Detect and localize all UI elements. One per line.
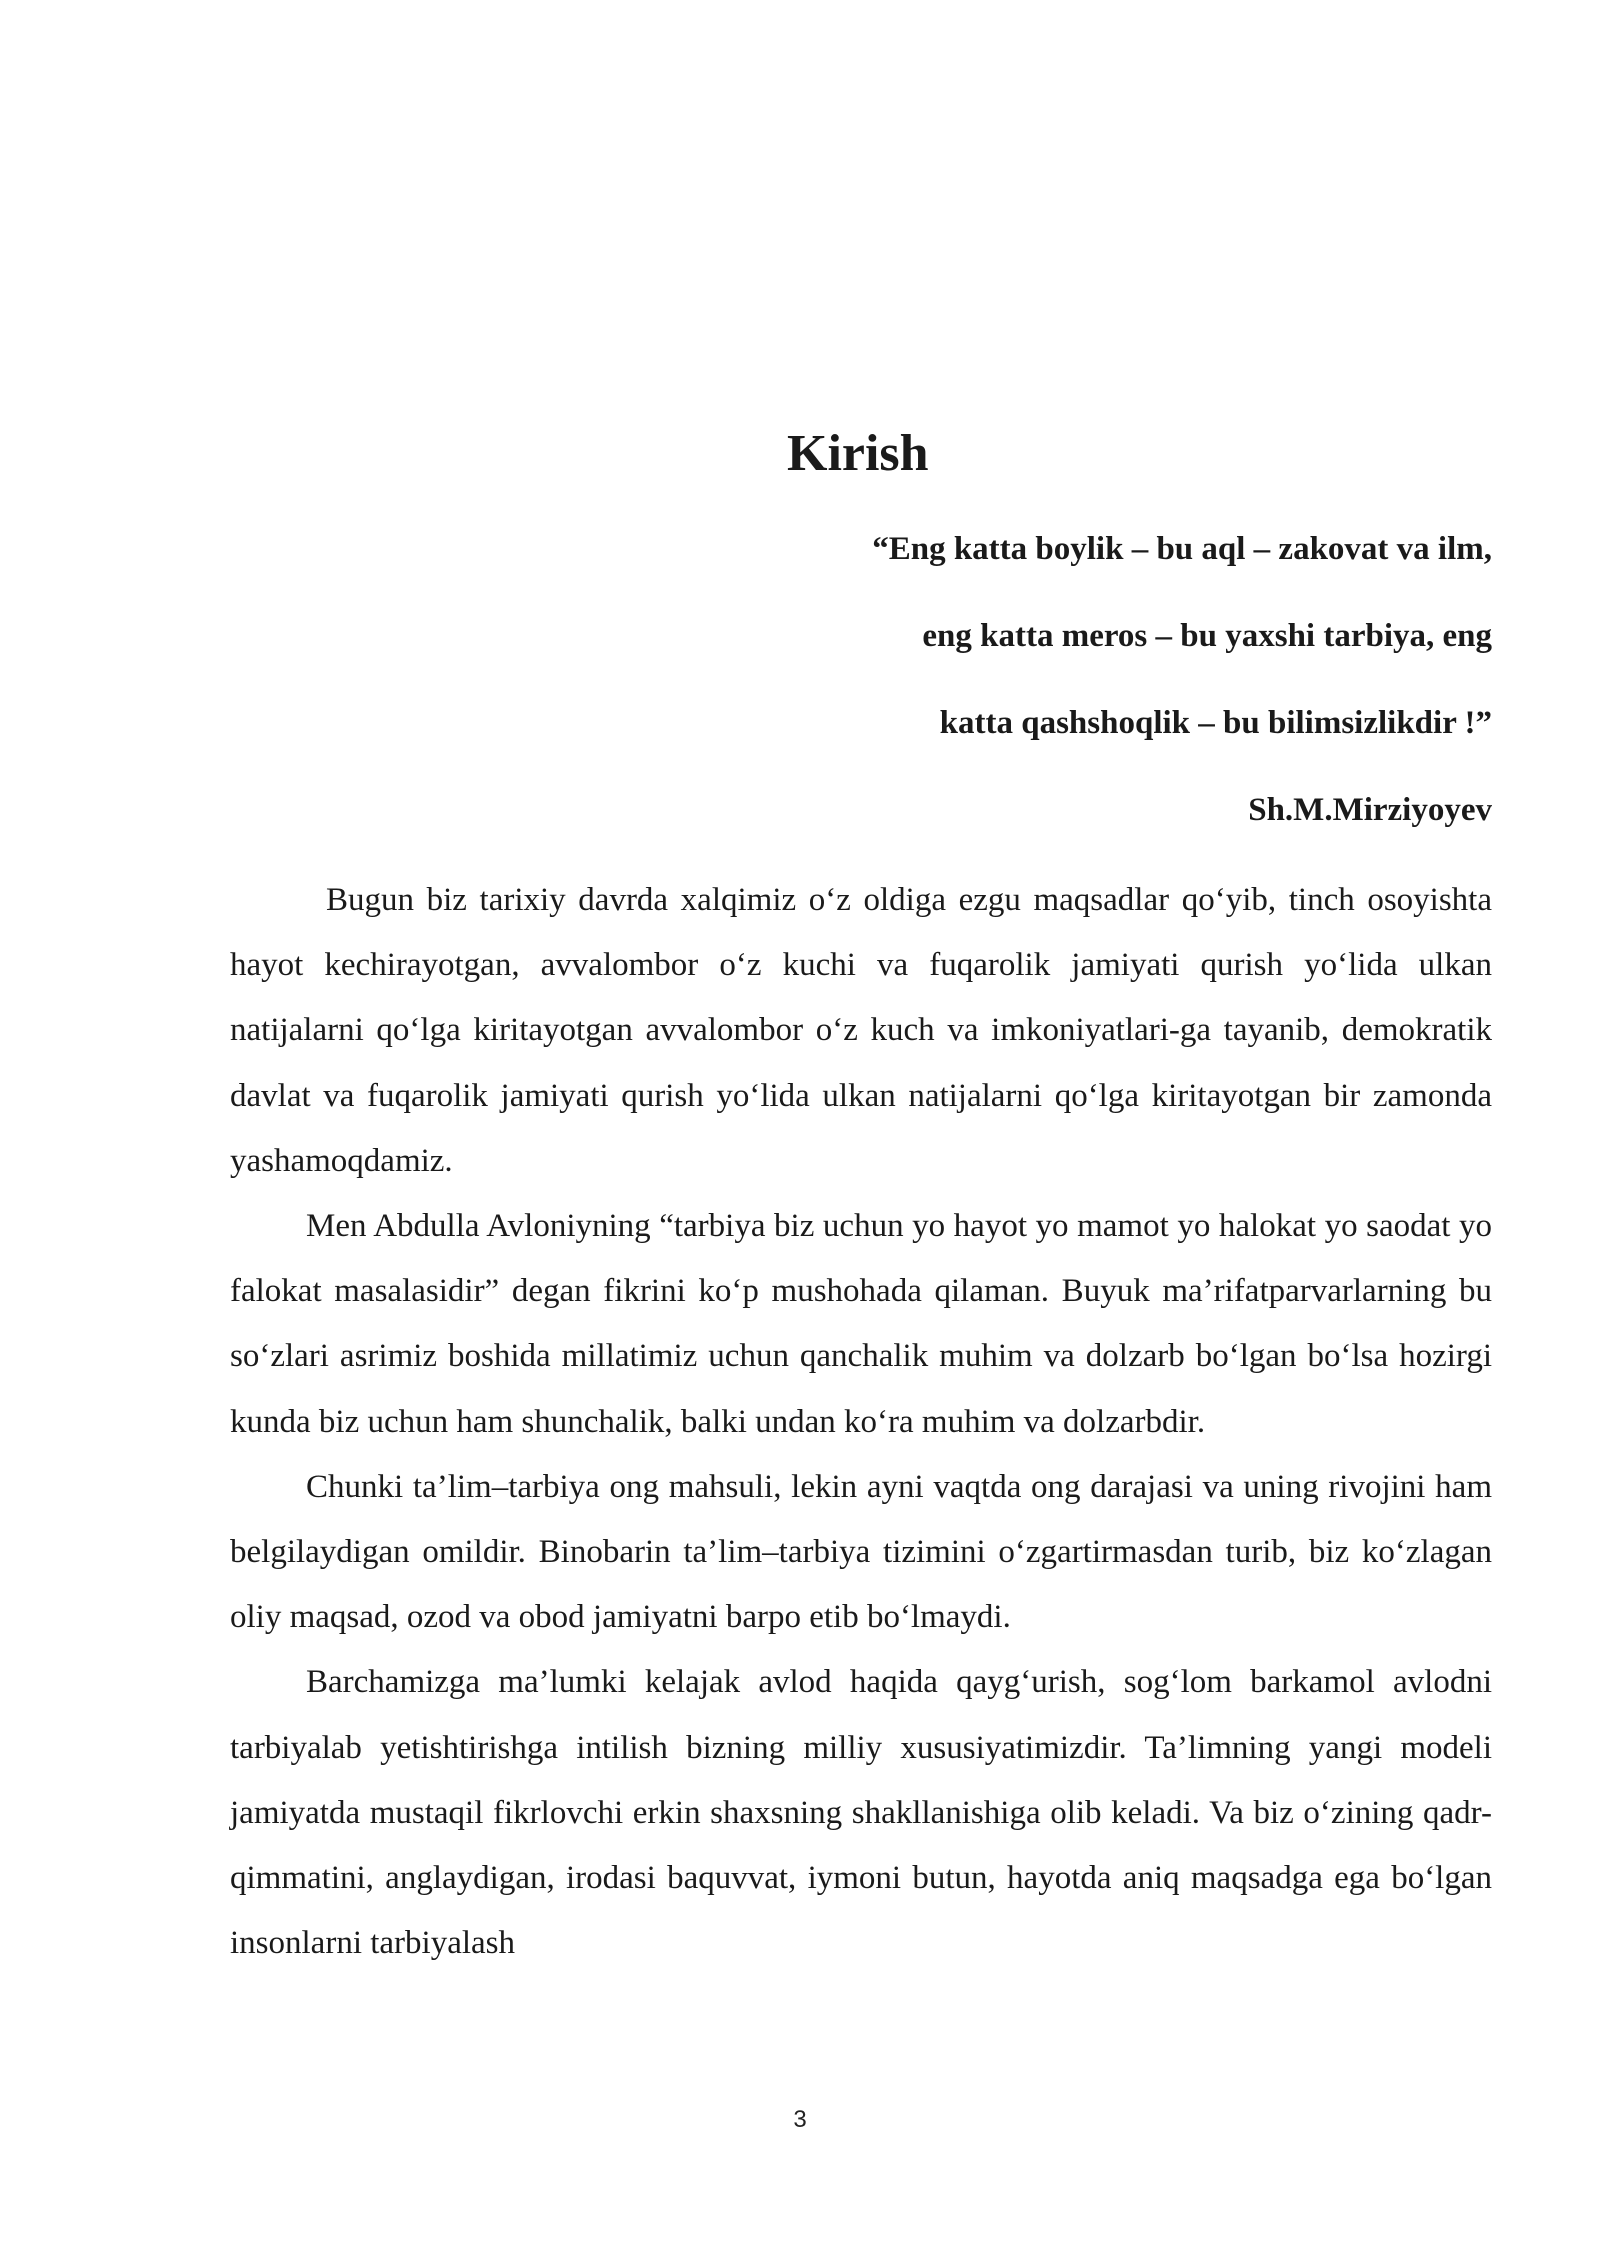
body-text: [230, 868, 1492, 1976]
page-title: Kirish: [787, 425, 929, 482]
epigraph-line: eng katta meros – bu yaxshi tarbiya, eng: [922, 618, 1492, 654]
paragraph: Men Abdulla Avloniyning “tarbiya biz uchun yo hayot yo mamot yo halokat yo saodat yo falokat masalasidir” degan fikrini ko‘p mushohada qilaman. Buyuk ma’rifatparvarlarning bu so‘zlari asrimiz boshida millatimiz uchun qanchalik muhim va dolzarb bo‘lgan bo‘lsa hozirgi kunda biz uchun ham shunchalik, balki undan ko‘ra muhim va dolzarbdir.: [230, 1208, 1492, 1440]
epigraph-line: “Eng katta boylik – bu aql – zakovat va ilm,: [872, 531, 1492, 567]
paragraph: Barchamizga ma’lumki kelajak avlod haqida qayg‘urish, sog‘lom barkamol avlodni tarbiyalab yetishtirishga intilish bizning milliy xususiyatimizdir. Ta’limning yangi modeli jamiyatda mustaqil fikrlovchi erkin shaxsning shakllanishiga olib keladi. Va biz o‘zining qadr-qimmatini, anglaydigan, irodasi baquvvat, iymoni butun, hayotda aniq maqsadga ega bo‘lgan insonlarni tarbiyalash: [230, 1664, 1492, 1962]
paragraph: Bugun biz tarixiy davrda xalqimiz o‘z oldiga ezgu maqsadlar qo‘yib, tinch osoyishta hayot kechirayotgan, avvalombor o‘z kuchi va fuqarolik jamiyati qurish yo‘lida ulkan natijalarni qo‘lga kiritayotgan avvalombor o‘z kuch va imkoniyatlari-ga tayanib, demokratik davlat va fuqarolik jamiyati qurish yo‘lida ulkan natijalarni qo‘lga kiritayotgan bir zamonda yashamoqdamiz.: [230, 882, 1492, 1179]
epigraph-author: Sh.M.Mirziyoyev: [1248, 792, 1492, 828]
epigraph: [592, 522, 1492, 870]
page-number: 3: [793, 2106, 807, 2133]
paragraph: Chunki ta’lim–tarbiya ong mahsuli, lekin ayni vaqtda ong darajasi va uning rivojini ham belgilaydigan omildir. Binobarin ta’lim–tarbiya tizimini o‘zgartirmasdan turib, biz ko‘zlagan oliy maqsad, ozod va obod jamiyatni barpo etib bo‘lmaydi.: [230, 1468, 1492, 1636]
epigraph-line: katta qashshoqlik – bu bilimsizlikdir !”: [939, 705, 1492, 741]
